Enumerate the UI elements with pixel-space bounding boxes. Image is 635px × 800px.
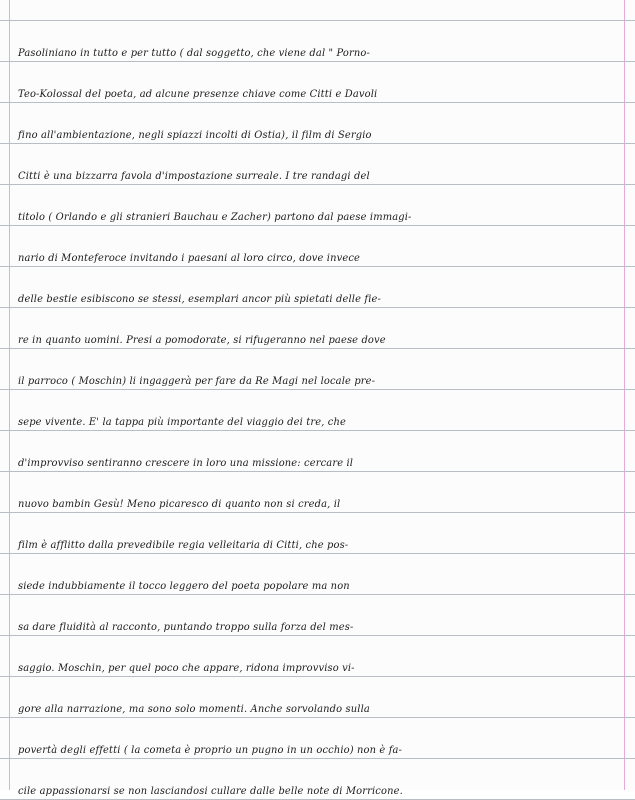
text-line-6: nario di Monteferoce invitando i paesani al loro circo, dove invece [18,253,361,265]
ruled-line [0,512,635,513]
ruled-line [0,471,635,472]
text-line-13: film è afflitto dalla prevedibile regia velleitaria di Citti, che pos- [18,540,349,552]
ruled-line [0,717,635,718]
text-line-18: povertà degli effetti ( la cometa è proprio un pugno in un occhio) non è fa- [18,745,403,757]
text-line-9: il parroco ( Moschin) li ingaggerà per fare da Re Magi nel locale pre- [18,376,376,388]
text-line-17: gore alla narrazione, ma sono solo momenti. Anche sorvolando sulla [18,704,370,716]
ruled-line [0,20,635,21]
text-line-14: siede indubbiamente il tocco leggero del poeta popolare ma non [18,581,350,593]
text-line-8: re in quanto uomini. Presi a pomodorate, si rifugeranno nel paese dove [18,335,386,347]
ruled-line [0,225,635,226]
text-line-4: Citti è una bizzarra favola d'impostazione surreale. I tre randagi del [18,171,370,183]
ruled-line [0,348,635,349]
ruled-line [0,758,635,759]
ruled-line [0,102,635,103]
ruled-line [0,307,635,308]
text-line-11: d'improvviso sentiranno crescere in loro una missione: cercare il [18,458,354,470]
ruled-line [0,184,635,185]
text-line-3: fino all'ambientazione, negli spiazzi incolti di Ostia), il film di Sergio [18,130,372,142]
text-line-2: Teo-Kolossal del poeta, ad alcune presenze chiave come Citti e Davoli [18,89,378,101]
text-line-5: titolo ( Orlando e gli stranieri Bauchau e Zacher) partono dal paese immagi- [18,212,412,224]
right-margin-line [624,0,625,790]
ruled-line [0,553,635,554]
ruled-line [0,266,635,267]
text-line-15: sa dare fluidità al racconto, puntando troppo sulla forza del mes- [18,622,354,634]
text-line-19: cile appassionarsi se non lasciandosi cullare dalle belle note di Morricone. [18,786,403,798]
text-line-1: Pasoliniano in tutto e per tutto ( dal soggetto, che viene dal " Porno- [18,48,370,60]
text-line-10: sepe vivente. E' la tappa più importante del viaggio dei tre, che [18,417,346,429]
ruled-line [0,61,635,62]
ruled-line [0,635,635,636]
ruled-line [0,430,635,431]
ruled-line [0,389,635,390]
text-line-16: saggio. Moschin, per quel poco che appare, ridona improvviso vi- [18,663,355,675]
text-line-12: nuovo bambin Gesù! Meno picaresco di quanto non si creda, il [18,499,341,511]
text-line-7: delle bestie esibiscono se stessi, esemplari ancor più spietati delle fie- [18,294,381,306]
left-margin-line [9,0,10,790]
ruled-line [0,143,635,144]
ruled-line [0,676,635,677]
ruled-line [0,594,635,595]
